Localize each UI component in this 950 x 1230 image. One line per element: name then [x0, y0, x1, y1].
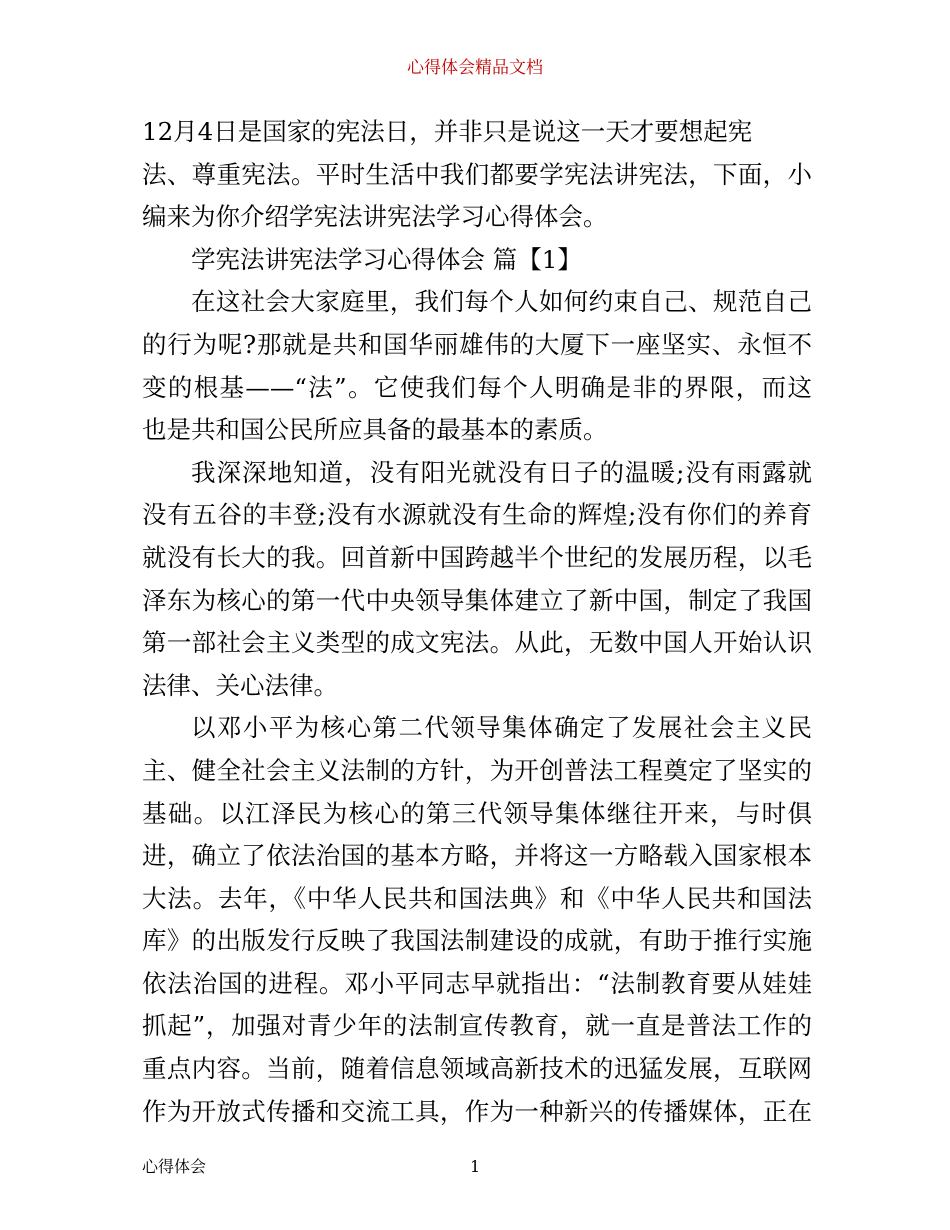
text-line: 法、尊重宪法。平时生活中我们都要学宪法讲宪法，下面，小	[142, 159, 812, 189]
text-line: 12月4日是国家的宪法日，并非只是说这一天才要想起宪	[142, 117, 753, 146]
text-line: 就没有长大的我。回首新中国跨越半个世纪的发展历程，以毛	[142, 542, 812, 572]
text-line: 也是共和国公民所应具备的最基本的素质。	[142, 415, 608, 445]
text-line: 第一部社会主义类型的成文宪法。从此，无数中国人开始认识	[142, 628, 812, 658]
footer-label: 心得体会	[142, 1157, 207, 1176]
text-line: 进，确立了依法治国的基本方略，并将这一方略载入国家根本	[142, 841, 812, 871]
document-body	[142, 111, 812, 1133]
text-line: 作为开放式传播和交流工具，作为一种新兴的传播媒体，正在	[142, 1096, 812, 1126]
text-line: 变的根基——“法”。它使我们每个人明确是非的界限，而这	[142, 372, 812, 402]
text-line: 法律、关心法律。	[142, 670, 338, 700]
text-line: 泽东为核心的第一代中央领导集体建立了新中国，制定了我国	[142, 585, 812, 615]
text-line: 主、健全社会主义法制的方针，为开创普法工程奠定了坚实的	[142, 755, 812, 785]
text-line: 在这社会大家庭里，我们每个人如何约束自己、规范自己	[191, 287, 812, 317]
text-line: 以邓小平为核心第二代领导集体确定了发展社会主义民	[191, 713, 812, 743]
page-number: 1	[470, 1157, 481, 1176]
text-line: 基础。以江泽民为核心的第三代领导集体继往开来，与时俱	[142, 798, 812, 828]
text-line: 库》的出版发行反映了我国法制建设的成就，有助于推行实施	[142, 926, 812, 956]
text-line: 的行为呢?那就是共和国华丽雄伟的大厦下一座坚实、永恒不	[142, 329, 812, 359]
text-line: 学宪法讲宪法学习心得体会 篇【1】	[191, 244, 582, 274]
page-header-title: 心得体会精品文档	[407, 58, 543, 78]
text-line: 编来为你介绍学宪法讲宪法学习心得体会。	[142, 202, 608, 232]
text-line: 重点内容。当前，随着信息领域高新技术的迅猛发展，互联网	[142, 1054, 812, 1084]
text-line: 抓起”，加强对青少年的法制宣传教育，就一直是普法工作的	[142, 1011, 812, 1041]
text-line: 我深深地知道，没有阳光就没有日子的温暖;没有雨露就	[191, 457, 812, 487]
text-line: 大法。去年，《中华人民共和国法典》和《中华人民共和国法	[142, 883, 812, 913]
text-line: 没有五谷的丰登;没有水源就没有生命的辉煌;没有你们的养育	[142, 500, 812, 530]
text-line: 依法治国的进程。邓小平同志早就指出：“法制教育要从娃娃	[142, 968, 812, 998]
